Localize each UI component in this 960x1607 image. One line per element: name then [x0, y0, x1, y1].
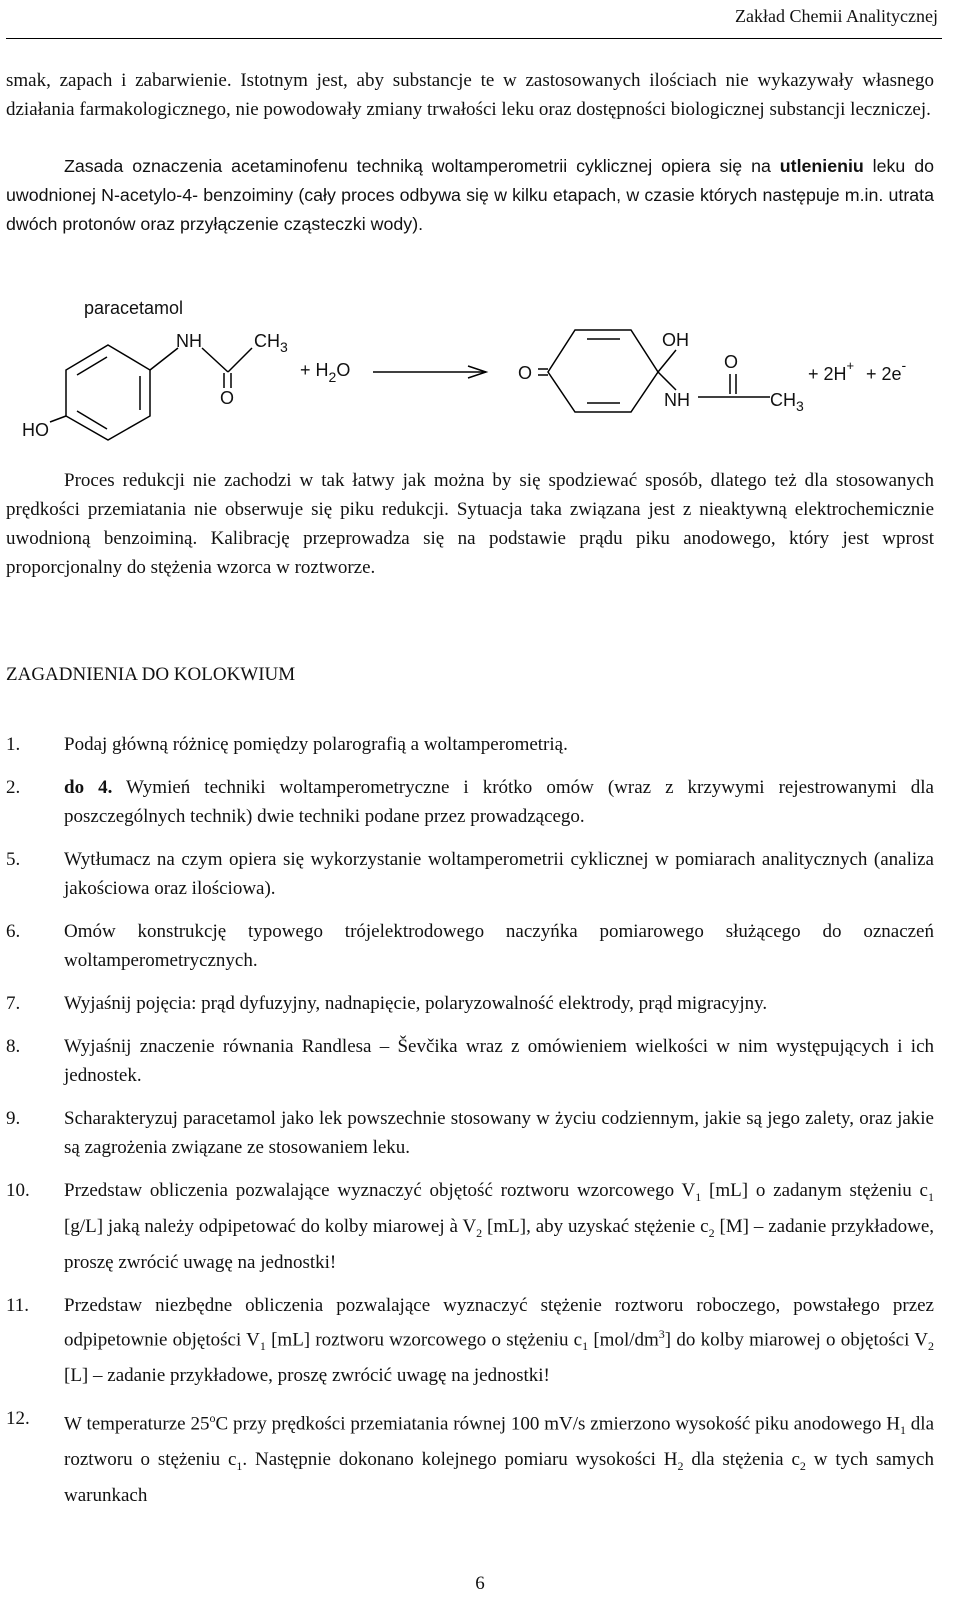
product-carbonyl-o-label: O — [724, 352, 739, 372]
principle-paragraph: Zasada oznaczenia acetaminofenu techniką woltamperometrii cyklicznej opiera się na utlenieniu leku do uwodnionej N-acetylo-4- benzoiminy (cały proces odbywa się w kilku etapach, w czasie których następuje m.in. utrata dwóch protonów oraz przyłączenie cząsteczki wody). — [6, 156, 934, 234]
list-item: 8. Wyjaśnij znaczenie równania Randlesa – Ševčika wraz z omówieniem wielkości w nim występujących i ich jednostek. — [6, 1036, 934, 1086]
product-ch3-label: $CH_3$ — [770, 390, 804, 414]
list-item: 2. do 4. Wymień techniki woltamperometryczne i krótko omów (wraz z krzywymi rejestrowanymi dla poszczególnych technik) dwie techniki podane przez prowadzącego. — [6, 777, 934, 827]
list-item: 11. Przedstaw niezbędne obliczenia pozwalające wyznaczyć stężenie roztworu roboczego, powstałego przez odpipetownie objętości $V_1$ [mL] roztworu wzorcowego o stężeniu $c_1$ $[mol/dm^3]$ do kolby miarowej o objętości $V_2$ [L] – zadanie przykładowe, proszę zwrócić uwagę na jednostki! — [6, 1294, 934, 1386]
page-header: Zakład Chemii Analitycznej — [735, 6, 938, 26]
carbonyl-o-label: O — [220, 388, 235, 408]
nh-label: NH — [176, 331, 202, 351]
list-item: 5. Wytłumacz na czym opiera się wykorzystanie woltamperometrii cyklicznej w pomiarach analitycznych (analiza jakościowa oraz ilościowa). — [6, 849, 934, 899]
list-item: 12. W temperaturze 25$^o$C przy prędkości przemiatania równej 100 mV/s zmierzono wysokość piku anodowego $H_1$ dla roztworu o stężeniu $c_1$. Następnie dokonano kolejnego pomiaru wysokości $H_2$ dla stężenia $c_2$ w tych samych warunkach — [6, 1407, 935, 1506]
water-label: + $H_2O$ — [300, 360, 351, 385]
header-rule — [6, 38, 942, 39]
list-item: 6. Omów konstrukcję typowego trójelektrodowego naczyńka pomiarowego służącego do oznaczeń woltamperometrycznych. — [6, 921, 934, 971]
list-item: 9. Scharakteryzuj paracetamol jako lek powszechnie stosowany w życiu codziennym, jakie są jego zalety, oraz jakie są zagrożenia związane ze stosowaniem leku. — [6, 1108, 934, 1158]
reduction-paragraph: Proces redukcji nie zachodzi w tak łatwy jak można by się spodziewać sposób, dlatego też dla stosowanych prędkości przemiatania nie obserwuje się piku redukcji. Sytuacja taka związana jest z nieaktywną elektrochemicznie uwodnioną benzoiminą. Kalibrację przeprowadza się na podstawie prądu piku anodowego, który jest wprost proporcjonalny do stężenia wzorca w roztworze. — [6, 470, 934, 578]
page-number: 6 — [475, 1573, 485, 1594]
list-item: 7. Wyjaśnij pojęcia: prąd dyfuzyjny, nadnapięcie, polaryzowalność elektrody, prąd migracyjny. — [6, 993, 768, 1014]
quinone-o-label: O — [518, 363, 533, 383]
electrons-label: + 2e- — [866, 357, 907, 384]
oh-label: OH — [662, 330, 689, 350]
question-list — [6, 730, 934, 1524]
protons-label: + 2H+ — [808, 358, 855, 384]
ho-label: HO — [22, 420, 49, 440]
intro-paragraph: smak, zapach i zabarwienie. Istotnym jest, aby substancje te w zastosowanych ilościach nie wykazywały własnego działania farmakologicznego, nie powodowały zmiany trwałości leku oraz dostępności biologicznej substancji leczniczej. — [6, 70, 934, 120]
list-item: 10. Przedstaw obliczenia pozwalające wyznaczyć objętość roztworu wzorcowego $V_1$ [mL] o zadanym stężeniu $c_1$ [g/L] jaką należy odpipetować do kolby miarowej à $V_2$ [mL], aby uzyskać stężenie $c_2$ [M] – zadanie przykładowe, proszę zwrócić uwagę na jednostki! — [6, 1180, 935, 1273]
reaction-scheme — [0, 290, 960, 450]
product-nh-label: NH — [664, 390, 690, 410]
list-item: 1. Podaj główną różnicę pomiędzy polarografią a woltamperometrią. — [6, 734, 568, 755]
section-heading: ZAGADNIENIA DO KOLOKWIUM — [6, 664, 296, 685]
ch3-label: $CH_3$ — [254, 331, 288, 355]
paracetamol-label: paracetamol — [84, 298, 184, 318]
